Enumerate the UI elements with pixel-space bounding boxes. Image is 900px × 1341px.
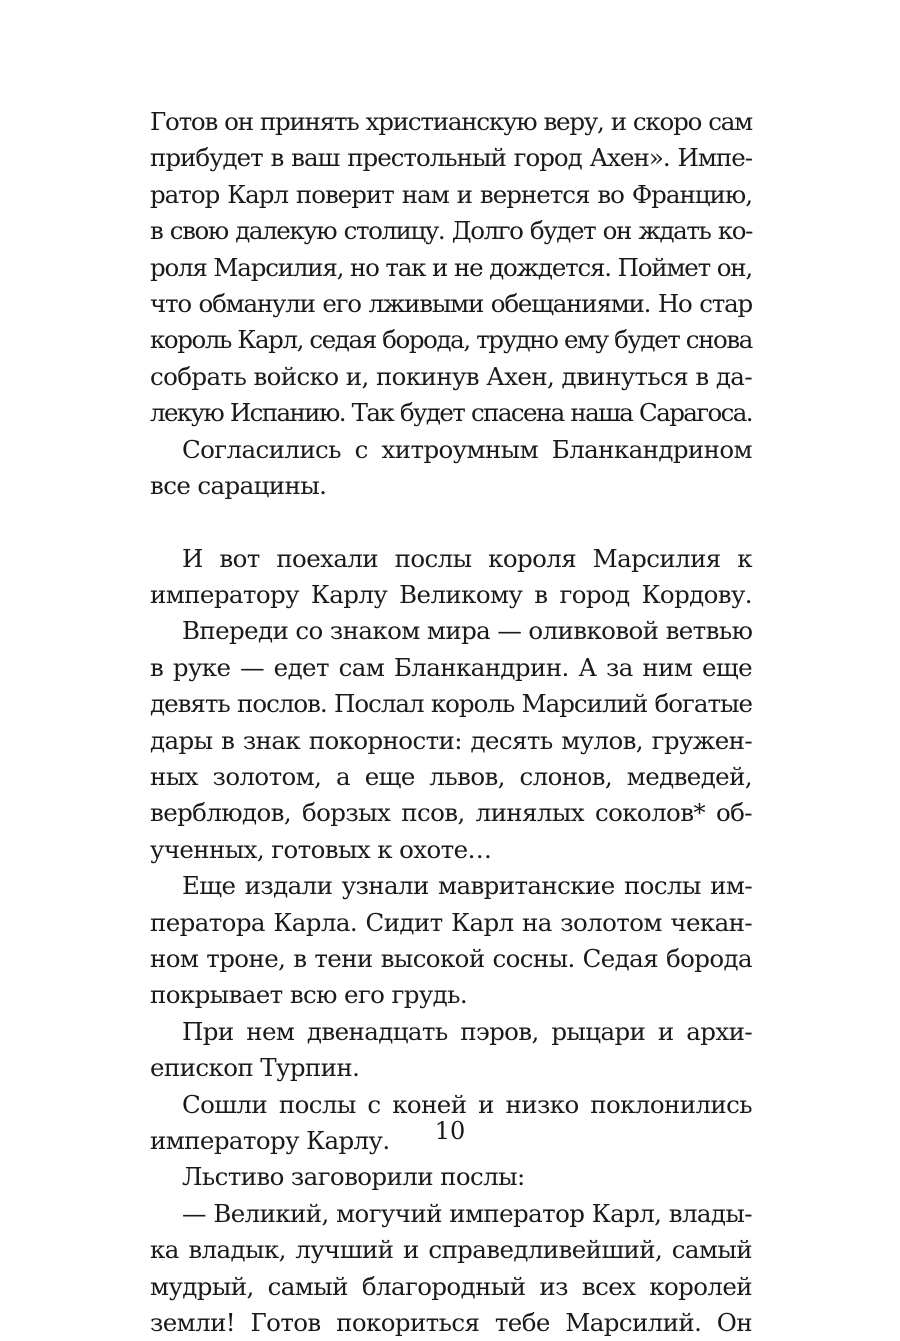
text-line: епископ Турпин. bbox=[150, 1053, 360, 1083]
text-line: что обманули его лживыми обещаниями. Но стар bbox=[150, 288, 752, 318]
text-line: верблюдов, борзых псов, линялых соколов* об- bbox=[150, 798, 752, 828]
text-line: ных золотом, а еще львов, слонов, медведей, bbox=[150, 762, 752, 792]
text-line: собрать войско и, покинув Ахен, двинуться в да- bbox=[150, 361, 752, 391]
text-line: в свою далекую столицу. Долго будет он ждать ко- bbox=[150, 216, 752, 246]
text-line: покрывает всю его грудь. bbox=[150, 980, 468, 1010]
text-line: — Великий, могучий император Карл, влады- bbox=[182, 1198, 752, 1228]
text-line: ученных, готовых к охоте… bbox=[150, 834, 492, 864]
text-line: все сарацины. bbox=[150, 470, 327, 500]
text-line: Еще издали узнали мавританские послы им- bbox=[182, 871, 752, 901]
text-line: ка владык, лучший и справедливейший, самый bbox=[150, 1235, 752, 1265]
text-line: императору Карлу. bbox=[150, 1125, 390, 1155]
text-line: король Карл, седая борода, трудно ему будет снова bbox=[150, 325, 752, 355]
text-line: дары в знак покорности: десять мулов, гружен- bbox=[150, 725, 752, 755]
section-break bbox=[150, 504, 752, 540]
text-line: земли! Готов покориться тебе Марсилий. Он bbox=[150, 1307, 752, 1337]
text-line: лекую Испанию. Так будет спасена наша Сарагоса. bbox=[150, 398, 752, 428]
text-line: Готов он принять христианскую веру, и скоро сам bbox=[150, 107, 752, 136]
text-line: Льстиво заговорили послы: bbox=[182, 1162, 525, 1192]
text-line: императору Карлу Великому в город Кордову. bbox=[150, 580, 752, 610]
text-line: прибудет в ваш престольный город Ахен». Импе- bbox=[150, 143, 752, 173]
text-line: девять послов. Послал король Марсилий богатые bbox=[150, 689, 752, 719]
text-line: ператора Карла. Сидит Карл на золотом чекан- bbox=[150, 907, 752, 937]
text-line: в руке — едет сам Бланкандрин. А за ним еще bbox=[150, 652, 752, 682]
text-line: ном троне, в тени высокой сосны. Седая борода bbox=[150, 943, 752, 973]
page-number: 10 bbox=[434, 1117, 466, 1145]
body-text bbox=[150, 104, 752, 1341]
text-line: ратор Карл поверит нам и вернется во Францию, bbox=[150, 179, 752, 209]
text-line: мудрый, самый благородный из всех королей bbox=[150, 1271, 752, 1301]
text-line: Впереди со знаком мира — оливковой ветвью bbox=[182, 616, 753, 646]
text-line: И вот поехали послы короля Марсилия к bbox=[182, 543, 752, 573]
text-line: Сошли послы с коней и низко поклонились bbox=[182, 1089, 752, 1119]
text-line: роля Марсилия, но так и не дождется. Поймет он, bbox=[150, 252, 752, 282]
text-line: Согласились с хитроумным Бланкандрином bbox=[182, 434, 752, 464]
text-line: При нем двенадцать пэров, рыцари и архи- bbox=[182, 1016, 752, 1046]
